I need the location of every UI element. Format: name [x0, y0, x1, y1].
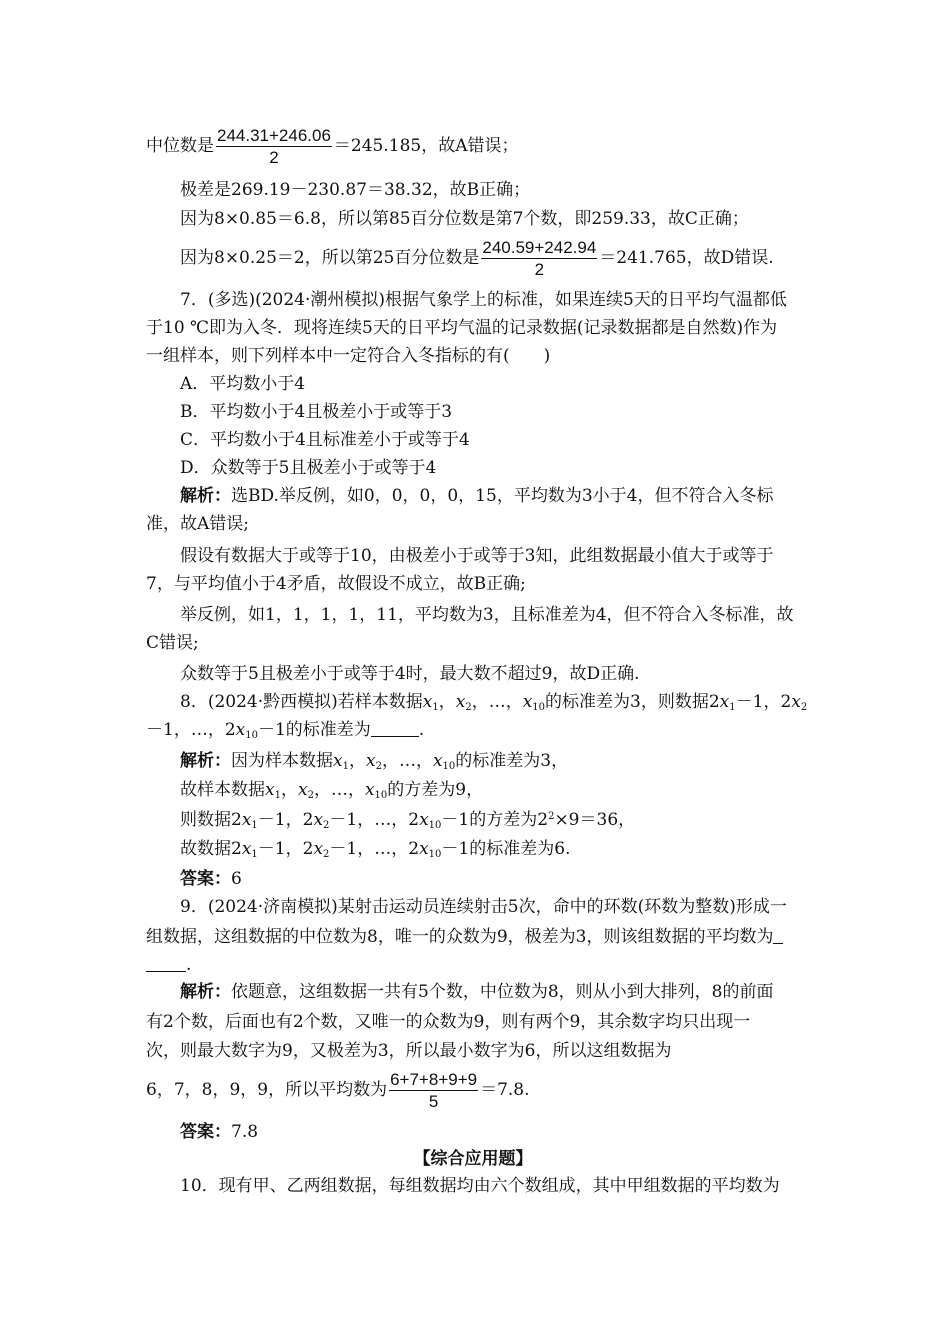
line-text: －1的标准差为	[257, 720, 371, 740]
solution-label: 解析：	[180, 751, 231, 771]
superscript: 2	[548, 811, 555, 822]
minus-one: －1	[441, 839, 470, 859]
subscript: 1	[251, 820, 258, 831]
question-8-line	[180, 690, 807, 714]
option-c: C．平均数小于4且标准差小于或等于4	[180, 430, 470, 450]
subscript: 1	[432, 702, 439, 713]
variable: x	[432, 751, 443, 771]
subscript: 10	[374, 790, 388, 801]
question-7-line: 一组样本，则下列样本中一定符合入冬指标的有( )	[146, 346, 551, 366]
subscript: 1	[274, 790, 281, 801]
question-7-line: 于10 ℃即为入冬．现将连续5天的日平均气温的记录数据(记录数据都是自然数)作为	[146, 318, 778, 338]
minus-one: －1	[329, 839, 358, 859]
variable: x	[419, 810, 429, 830]
comma: ，	[415, 751, 433, 771]
variable: x	[522, 692, 533, 712]
fraction-denominator: 2	[534, 260, 545, 279]
text-line: 极差是269.19－230.87＝38.32，故B正确；	[180, 180, 531, 200]
question-9-line: 9．(2024·济南模拟)某射击运动员连续射击5次，命中的环数(环数为整数)形成一	[180, 897, 787, 917]
variable: x	[364, 780, 375, 800]
line-text: 因为8×0.25＝2，所以第25百分位数是	[180, 248, 480, 268]
line-text: ＝245.185，故A错误；	[333, 136, 519, 156]
fraction-numerator: 6+7+8+9+9	[390, 1070, 478, 1089]
variable: x	[241, 839, 252, 859]
solution-7-line: 假设有数据大于或等于10，由极差小于或等于3知，此组数据最小值大于或等于	[180, 546, 774, 566]
solution-label: 解析：	[180, 982, 231, 1002]
subscript: 2	[323, 849, 330, 860]
subscript: 2	[307, 790, 314, 801]
fraction-numerator: 244.31+246.06	[217, 126, 331, 145]
comma: ，	[313, 780, 331, 800]
subscript: 10	[245, 730, 258, 741]
variable: x	[422, 692, 433, 712]
solution-7-line	[180, 484, 773, 508]
answer-value: 6	[231, 869, 242, 889]
subscript: 10	[532, 702, 546, 713]
ellipsis: …	[374, 839, 392, 859]
line-text: 的方差为2	[469, 810, 549, 830]
solution-7-line: 众数等于5且极差小于或等于4时，最大数不超过9，故D正确.	[180, 664, 640, 684]
answer-8	[180, 867, 242, 891]
comma: ，	[357, 810, 375, 830]
ellipsis: …	[374, 810, 392, 830]
variable: x	[265, 780, 275, 800]
variable: x	[241, 810, 252, 830]
comma: ，	[391, 810, 409, 830]
solution-9-line: 次，则最大数字为9，又极差为3，所以最小数字为6，所以这组数据为	[146, 1041, 672, 1061]
solution-label: 解析：	[180, 486, 231, 506]
variable: x	[365, 751, 376, 771]
option-a: A．平均数小于4	[180, 374, 306, 394]
question-9-line	[146, 925, 783, 949]
line-text: 的标准差为3，	[455, 751, 569, 771]
answer-blank	[146, 955, 186, 972]
line-text: 则数据	[180, 810, 231, 830]
line-text: 的标准差为3，则数据2	[545, 692, 720, 712]
subscript: 1	[342, 761, 349, 772]
variable: x	[297, 780, 308, 800]
answer-label: 答案：	[180, 1122, 231, 1142]
comma: ，	[280, 780, 298, 800]
solution-8-line	[180, 778, 483, 802]
subscript: 1	[729, 702, 736, 713]
line-text: 依题意，这组数据一共有5个数，中位数为8，则从小到大排列，8的前面	[231, 982, 774, 1002]
line-text: －1，2	[735, 692, 792, 712]
subscript: 2	[375, 761, 382, 772]
line-text: 故样本数据	[180, 780, 265, 800]
variable: x	[719, 692, 730, 712]
answer-label: 答案：	[180, 869, 231, 889]
text-line	[180, 233, 774, 283]
comma: ，	[285, 839, 303, 859]
answer-value: 7.8	[231, 1122, 259, 1142]
solution-8-line: 故数据$2x_1-1$，$2x_2-1$，…，$2x_{10}-1$的标准差为6.	[180, 839, 571, 860]
variable: x	[313, 810, 324, 830]
variable: x	[455, 692, 466, 712]
line-text: .	[186, 955, 192, 975]
solution-8-line	[180, 749, 568, 773]
solution-9-line	[146, 1065, 530, 1115]
text-line: 因为8×0.85＝6.8，所以第85百分位数是第7个数，即259.33，故C正确；	[180, 209, 749, 229]
percentile-fraction	[481, 237, 597, 280]
variable: x	[235, 720, 246, 740]
text-line	[146, 121, 519, 171]
answer-9	[180, 1120, 258, 1144]
comma: ，	[471, 692, 489, 712]
answer-blank	[371, 720, 419, 737]
solution-7-line: C错误;	[146, 633, 199, 653]
comma: ，	[438, 692, 456, 712]
solution-9-line: 有2个数，后面也有2个数，又唯一的众数为9，则有两个9，其余数字均只出现一	[146, 1012, 751, 1032]
mean-fraction	[389, 1069, 478, 1112]
minus-one: －1	[257, 839, 286, 859]
question-9-line	[146, 953, 191, 977]
variable: x	[791, 692, 801, 712]
line-text: 因为样本数据	[231, 751, 333, 771]
line-text: 6，7，8，9，9，所以平均数为	[146, 1080, 388, 1100]
solution-9-line	[180, 980, 773, 1004]
comma: ，	[381, 751, 399, 771]
comma: ，	[357, 839, 375, 859]
comma: ，	[391, 839, 409, 859]
ellipsis: …	[398, 751, 416, 771]
line-text: －1，…，2	[146, 720, 236, 740]
minus-one: －1	[329, 810, 358, 830]
subscript: 10	[428, 849, 442, 860]
fraction-numerator: 240.59+242.94	[482, 238, 597, 257]
solution-8-line: 则数据$2x_1-1$，$2x_2-1$，…，$2x_{10}-1$的方差为$2^2\times 9=36$，	[180, 810, 636, 831]
line-text: 的方差为9，	[387, 780, 484, 800]
question-8-line	[146, 718, 424, 742]
median-fraction	[216, 125, 332, 168]
line-text: 的标准差为6.	[469, 839, 571, 859]
variable: x	[419, 839, 429, 859]
minus-one: －1	[257, 810, 286, 830]
option-b: B．平均数小于4且极差小于或等于3	[180, 402, 453, 422]
line-text: ×9＝36，	[554, 810, 636, 830]
minus-one: －1	[441, 810, 470, 830]
solution-7-line: 7，与平均值小于4矛盾，故假设不成立，故B正确;	[146, 574, 526, 594]
fraction-denominator: 5	[428, 1092, 439, 1111]
comma: ，	[285, 810, 303, 830]
subscript: 10	[442, 761, 456, 772]
fraction-denominator: 2	[269, 148, 279, 167]
line-text: 组数据，这组数据的中位数为8，唯一的众数为9，极差为3，则该组数据的平均数为	[146, 927, 774, 947]
section-title: 【综合应用题】	[413, 1149, 533, 1169]
subscript: 1	[251, 849, 258, 860]
variable: x	[313, 839, 324, 859]
option-d: D．众数等于5且极差小于或等于4	[180, 458, 437, 478]
comma: ，	[348, 751, 366, 771]
comma: ，	[505, 692, 523, 712]
solution-7-line: 举反例，如1，1，1，1，11，平均数为3，且标准差为4，但不符合入冬标准，故	[180, 605, 794, 625]
ellipsis: …	[488, 692, 506, 712]
subscript: 2	[323, 820, 330, 831]
line-text: 8．(2024·黔西模拟)若样本数据	[180, 692, 423, 712]
comma: ，	[347, 780, 365, 800]
ellipsis: …	[330, 780, 348, 800]
line-text: 中位数是	[146, 136, 214, 156]
question-7-line: 7．(多选)(2024·潮州模拟)根据气象学上的标准，如果连续5天的日平均气温都低	[180, 290, 787, 310]
solution-7-line: 准，故A错误;	[146, 514, 250, 534]
answer-blank	[773, 927, 783, 944]
variable: x	[333, 751, 343, 771]
line-text: .	[418, 720, 425, 740]
subscript: 10	[428, 820, 442, 831]
line-text: ＝241.765，故D错误.	[599, 248, 774, 268]
subscript: 2	[800, 702, 808, 713]
subscript: 2	[465, 702, 472, 713]
line-text: 故数据	[180, 839, 231, 859]
line-text: ＝7.8.	[480, 1080, 530, 1100]
question-10-line: 10．现有甲、乙两组数据，每组数据均由六个数组成，其中甲组数据的平均数为	[180, 1176, 780, 1196]
line-text: 选BD.举反例，如0，0，0，0，15，平均数为3小于4，但不符合入冬标	[231, 486, 774, 506]
